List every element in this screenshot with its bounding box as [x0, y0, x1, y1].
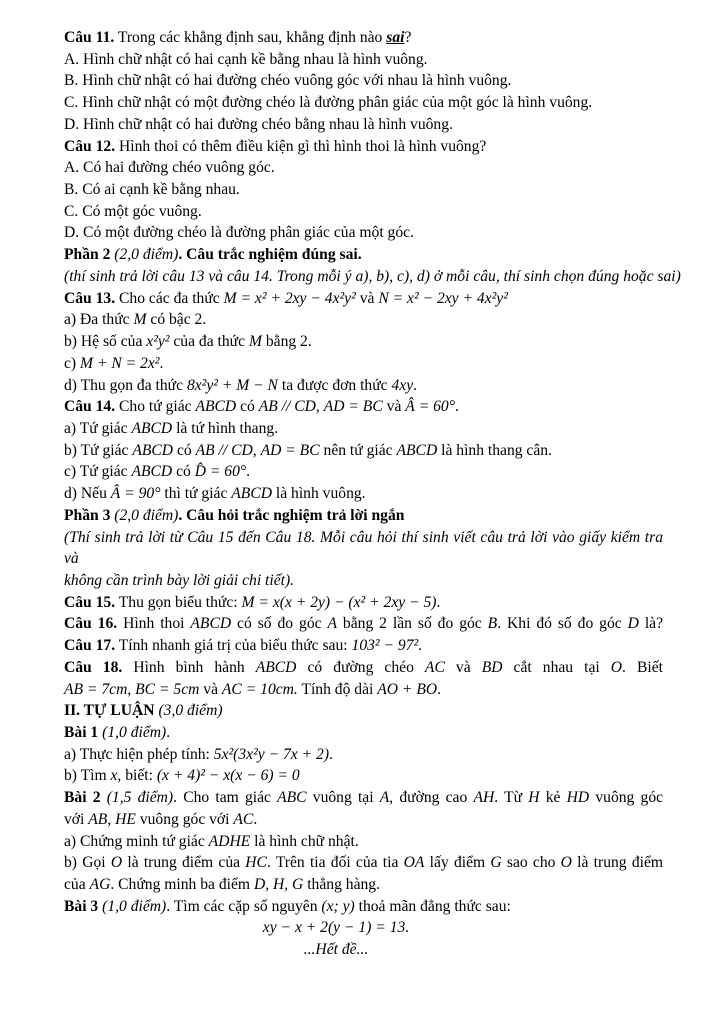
text-segment: M = x(x + 2y) − (x² + 2xy − 5) — [241, 593, 437, 611]
text-segment: AD = BC — [260, 441, 320, 459]
text-segment: Câu 11. — [64, 29, 115, 46]
text-segment: Hình bình hành — [122, 658, 256, 676]
text-segment: thì tứ giác — [160, 485, 232, 503]
text-line — [64, 222, 663, 244]
text-segment: B. Hình chữ nhật có hai đường chéo vuông góc với nhau là hình vuông. — [64, 72, 512, 90]
text-segment: C. Hình chữ nhật có một đường chéo là đường phân giác của một góc là hình vuông. — [64, 94, 593, 112]
text-segment: (1,0 điểm) — [102, 897, 167, 915]
text-segment: . — [413, 376, 418, 394]
text-line — [64, 657, 663, 679]
text-segment: (1,5 điểm) — [106, 789, 174, 807]
text-line — [64, 896, 663, 918]
text-line — [64, 114, 663, 136]
text-segment: . Từ — [494, 789, 529, 807]
text-segment: AB // CD — [258, 398, 316, 416]
text-segment: ABCD — [190, 615, 232, 633]
text-segment: N = x² − 2xy + 4x²y² — [378, 289, 508, 307]
text-segment: (3,0 điểm) — [158, 702, 223, 720]
text-line — [64, 331, 663, 353]
text-segment: Tính nhanh giá trị của biểu thức sau: — [115, 637, 352, 655]
text-segment: OA — [403, 854, 425, 872]
text-segment: thẳng hàng. — [303, 876, 380, 894]
text-segment: nên tứ giác — [319, 441, 397, 459]
text-segment: bằng 2 lần số đo góc — [337, 615, 488, 633]
text-segment: . Chứng minh ba điểm — [110, 876, 254, 894]
text-segment: sai — [386, 29, 405, 46]
text-segment: ABCD — [255, 658, 297, 676]
text-line — [64, 613, 663, 635]
text-segment: . — [329, 745, 333, 763]
text-segment: kẻ — [539, 789, 567, 807]
text-segment: và — [382, 398, 406, 416]
text-segment: b) Tìm — [64, 767, 111, 785]
text-segment: ABCD — [231, 485, 272, 503]
text-segment: Câu 13. — [64, 289, 116, 307]
text-segment: BD — [481, 658, 503, 676]
text-line — [64, 396, 663, 418]
text-segment: Cho các đa thức — [115, 289, 224, 307]
text-segment: D, H, G — [253, 876, 304, 894]
text-segment: là tứ hình thang. — [172, 419, 279, 437]
text-segment: 4xy — [391, 376, 414, 394]
text-segment: Câu 15. — [64, 593, 116, 611]
text-segment: , — [315, 398, 324, 416]
text-segment: xy − x + 2(y − 1) = 13. — [262, 919, 410, 937]
text-line — [64, 136, 663, 158]
text-segment: AC — [424, 658, 445, 676]
text-line — [64, 483, 663, 505]
text-segment: vuông góc — [589, 789, 664, 807]
text-segment: D. Có một đường chéo là đường phân giác của một góc. — [64, 224, 414, 242]
text-segment: có đường chéo — [296, 658, 425, 676]
text-segment: (x + 4)² − x(x − 6) = 0 — [156, 767, 300, 785]
text-segment: O — [110, 854, 123, 872]
text-segment: vuông tại — [306, 789, 380, 807]
text-segment: AO + BO — [377, 680, 438, 698]
text-line — [64, 700, 663, 722]
text-segment: bằng 2. — [261, 333, 312, 351]
text-segment: của — [64, 876, 90, 894]
text-segment: B — [487, 615, 498, 633]
text-segment: AD = BC — [323, 398, 383, 416]
text-line — [64, 852, 663, 874]
text-segment: (Thí sinh trả lời từ Câu 15 đến Câu 18. Mỗi câu hỏi thí sinh viết câu trả lời vào giấy kiểm tra và — [64, 528, 663, 568]
text-line — [64, 266, 681, 288]
text-segment: HC — [245, 854, 267, 872]
text-segment: HE — [115, 810, 136, 828]
text-segment: . — [454, 398, 459, 416]
text-segment: ABCD — [132, 441, 174, 459]
text-line — [64, 418, 663, 440]
text-segment: AB = 7cm — [64, 680, 128, 698]
text-segment: Tính độ dài — [297, 680, 378, 698]
text-segment: và — [355, 289, 379, 307]
text-segment: b) Hệ số của — [64, 333, 147, 351]
text-line — [64, 375, 663, 397]
text-line — [64, 765, 663, 787]
text-line — [64, 787, 663, 809]
text-segment: sao cho — [501, 854, 561, 872]
text-segment: . Cho tam giác — [173, 789, 278, 807]
text-segment: a) Chứng minh tứ giác — [64, 832, 209, 850]
text-line — [64, 917, 663, 939]
text-segment: M = x² + 2xy − 4x²y² — [223, 289, 356, 307]
text-segment: BC = 5cm — [135, 680, 200, 698]
text-line — [64, 244, 663, 266]
text-segment: . — [253, 810, 258, 828]
text-segment: của đa thức — [169, 333, 249, 351]
text-segment: Câu 16. — [64, 615, 118, 633]
text-segment: ABCD — [131, 463, 173, 481]
text-line — [64, 27, 663, 49]
text-segment: là hình vuông. — [272, 485, 366, 503]
text-segment: O — [560, 854, 572, 872]
text-segment: ? — [404, 29, 412, 46]
text-segment: AB // CD — [195, 441, 253, 459]
text-segment: Phần 2 — [64, 246, 115, 264]
text-segment: d) Thu gọn đa thức — [64, 376, 187, 394]
text-segment: Bài 1 — [64, 724, 103, 741]
text-segment: và — [199, 680, 222, 698]
text-segment: . — [159, 354, 164, 372]
text-segment: Cho tứ giác — [115, 398, 196, 416]
text-line — [64, 353, 663, 375]
text-segment: Bài 3 — [64, 897, 103, 915]
text-line — [64, 939, 663, 961]
text-line — [64, 461, 663, 483]
text-segment: có số đo góc — [231, 615, 328, 633]
text-segment: Â = 60° — [405, 398, 455, 416]
text-segment: . Trên tia đối của tia — [266, 854, 404, 872]
text-segment: có — [236, 398, 259, 416]
text-segment: . Tìm các cặp số nguyên — [166, 897, 322, 915]
text-line — [64, 874, 663, 896]
text-segment: vuông góc với — [135, 810, 234, 828]
text-line — [64, 288, 663, 310]
text-segment: có — [172, 463, 195, 481]
text-segment: Câu 18. — [64, 658, 123, 676]
text-segment: A. Hình chữ nhật có hai cạnh kề bằng nhau là hình vuông. — [64, 50, 428, 68]
text-line — [64, 722, 663, 744]
text-segment: a) Đa thức — [64, 311, 134, 329]
text-line — [64, 157, 663, 179]
text-segment: là trung điểm — [571, 854, 663, 872]
text-segment: A. Có hai đường chéo vuông góc. — [64, 159, 275, 177]
text-segment: , — [127, 680, 136, 698]
text-segment: a) Tứ giác — [64, 419, 132, 437]
text-line — [64, 635, 663, 657]
text-segment: 8x²y² + M − N — [186, 376, 278, 394]
text-segment: a) Thực hiện phép tính: — [64, 745, 214, 763]
text-segment: AH — [473, 789, 495, 807]
text-segment: b) Gọi — [64, 854, 111, 872]
text-line — [64, 831, 663, 853]
text-line — [64, 527, 663, 570]
text-line — [64, 440, 663, 462]
text-line — [64, 92, 663, 114]
text-segment: Â = 90° — [110, 485, 161, 503]
text-segment: . Câu hỏi trắc nghiệm trả lời ngắn — [178, 506, 405, 524]
text-segment: có — [173, 441, 196, 459]
text-line — [64, 679, 663, 701]
text-segment: 5x²(3x²y − 7x + 2) — [213, 745, 330, 763]
text-segment: . — [436, 593, 441, 611]
text-line — [64, 592, 663, 614]
text-segment: c) — [64, 354, 81, 372]
text-segment: cắt nhau tại — [502, 658, 611, 676]
text-segment: là hình chữ nhật. — [250, 832, 359, 850]
text-segment: , — [252, 441, 261, 459]
text-line — [64, 809, 663, 831]
text-segment: O — [610, 658, 623, 676]
text-segment: ABCD — [131, 419, 173, 437]
text-segment: ADHE — [208, 832, 251, 850]
text-segment: . — [437, 680, 442, 698]
text-line — [64, 309, 663, 331]
text-segment: thoả mãn đẳng thức sau: — [354, 897, 511, 915]
text-line — [64, 49, 663, 71]
text-segment: và — [444, 658, 482, 676]
text-segment: Phần 3 — [64, 506, 115, 524]
text-segment: , biết: — [117, 767, 157, 785]
text-segment: (thí sinh trả lời câu 13 và câu 14. Trong mỗi ý a), b), c), d) ở mỗi câu, thí sinh chọn đúng hoặc sai) — [64, 267, 681, 285]
text-segment: . Câu trắc nghiệm đúng sai. — [178, 246, 362, 264]
text-segment: ...Hết đề... — [303, 941, 369, 959]
text-segment: C. Có một góc vuông. — [64, 202, 202, 220]
text-segment: II. TỰ LUẬN — [64, 702, 159, 720]
text-segment: lấy điểm — [424, 854, 491, 872]
text-line — [64, 744, 663, 766]
text-segment: d) Nếu — [64, 485, 111, 503]
text-segment: . — [418, 637, 423, 655]
text-line — [64, 570, 663, 592]
text-segment: c) Tứ giác — [64, 463, 132, 481]
text-segment: A — [379, 789, 390, 807]
text-segment: B. Có ai cạnh kề bằng nhau. — [64, 181, 240, 199]
text-segment: Hình thoi có thêm điều kiện gì thì hình thoi là hình vuông? — [115, 137, 487, 155]
text-segment: là trung điểm của — [122, 854, 246, 872]
text-segment: (2,0 điểm) — [114, 506, 179, 524]
text-segment: b) Tứ giác — [64, 441, 133, 459]
text-segment: (x; y) — [321, 897, 355, 915]
text-segment: D — [627, 615, 639, 633]
text-segment: Trong các khẳng định sau, khẳng định nào — [114, 29, 387, 46]
text-segment: . — [246, 463, 251, 481]
text-segment: x — [110, 767, 118, 785]
text-segment: Câu 17. — [64, 637, 116, 655]
text-segment: D̂ = 60° — [194, 463, 247, 481]
text-segment: (1,0 điểm) — [102, 724, 167, 741]
text-segment: Câu 12. — [64, 137, 116, 155]
text-segment: với — [64, 810, 89, 828]
text-segment: AB — [88, 810, 108, 828]
text-segment: , đường cao — [389, 789, 474, 807]
text-segment: , — [107, 810, 116, 828]
text-segment: M + N = 2x² — [80, 354, 160, 372]
text-line — [64, 70, 663, 92]
text-segment: ABCD — [195, 398, 237, 416]
text-segment: không cần trình bày lời giải chi tiết). — [64, 571, 295, 589]
text-segment: M — [133, 311, 147, 329]
text-segment: là hình thang cân. — [437, 441, 552, 459]
text-segment: ABC — [277, 789, 307, 807]
text-segment: G — [490, 854, 502, 872]
text-segment: AC = 10cm. — [221, 680, 298, 698]
text-segment: (2,0 điểm) — [114, 246, 179, 264]
text-segment: . — [166, 724, 171, 741]
text-segment: D. Hình chữ nhật có hai đường chéo bằng nhau là hình vuông. — [64, 115, 453, 133]
text-line — [64, 179, 663, 201]
text-segment: A — [327, 615, 337, 633]
text-segment: H — [528, 789, 540, 807]
text-segment: Câu 14. — [64, 398, 116, 416]
text-segment: AC — [233, 810, 254, 828]
text-segment: có bậc 2. — [146, 311, 207, 329]
text-segment: là? — [638, 615, 663, 633]
text-segment: AG — [89, 876, 111, 894]
text-segment: . Khi đó số đo góc — [497, 615, 628, 633]
text-segment: Bài 2 — [64, 789, 107, 807]
text-segment: x²y² — [146, 333, 170, 351]
text-segment: Thu gọn biểu thức: — [115, 593, 242, 611]
text-segment: Hình thoi — [117, 615, 191, 633]
text-line — [64, 201, 663, 223]
document-body — [64, 27, 681, 961]
text-segment: 103² − 97² — [351, 637, 419, 655]
text-segment: HD — [566, 789, 590, 807]
text-segment: M — [248, 333, 262, 351]
text-line — [64, 505, 663, 527]
text-segment: . Biết — [622, 658, 663, 676]
text-segment: ABCD — [396, 441, 438, 459]
text-segment: ta được đơn thức — [277, 376, 392, 394]
